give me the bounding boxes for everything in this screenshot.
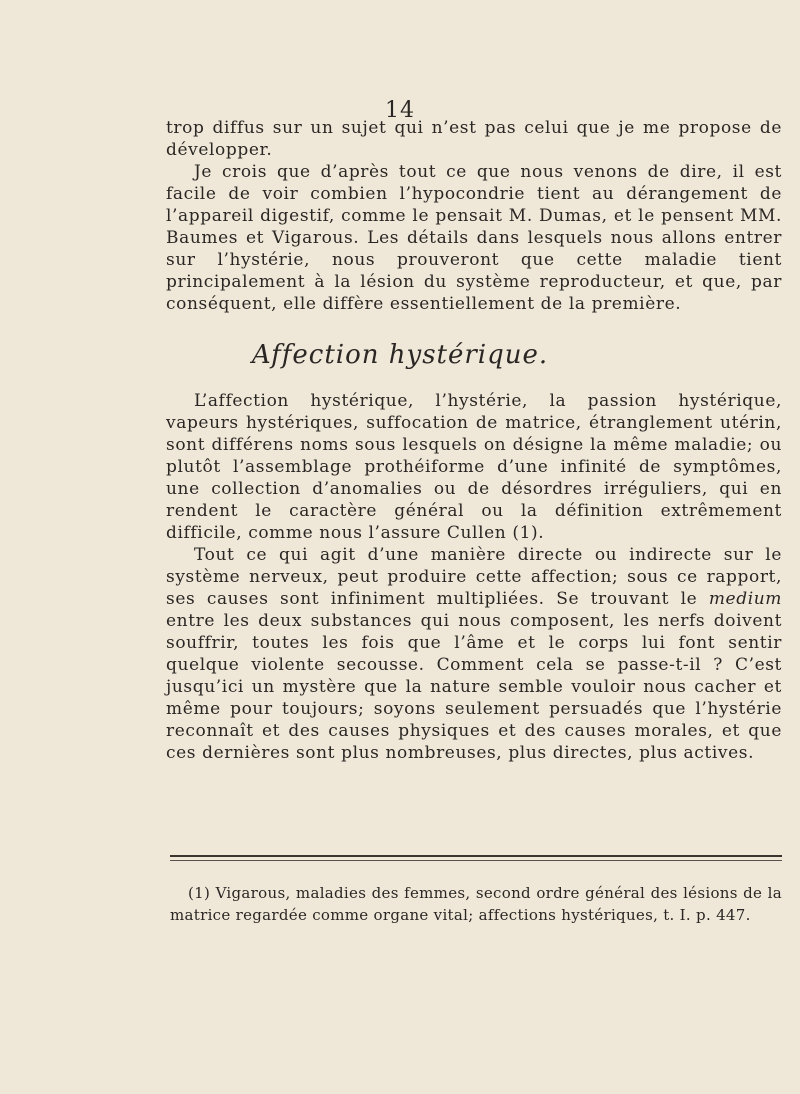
footnote-rule xyxy=(170,855,782,857)
term-medium: medium xyxy=(708,589,782,609)
paragraph-causes-part-a: Tout ce qui agit d’une manière directe ou indirecte sur le système nerveux, peut produire cette affection; sous ce rapport, ses causes sont infiniment multipliées. Se trouvant le xyxy=(166,545,782,609)
paragraph-definition: L’affection hystérique, l’hystérie, la passion hystérique, vapeurs hystériques, suffocation de matrice, étranglement utérin, sont différens noms sous lesquels on désigne la même maladie; ou plutôt l’assemblage prothéiforme d’une infinité de symptômes, une collection d’anomalies ou de désordres irréguliers, qui en rendent le caractère général ou la définition extrêmement difficile, comme nous l’assure Cullen (1). xyxy=(166,391,782,543)
paragraph-causes-part-b: entre les deux substances qui nous composent, les nerfs doivent souffrir, toutes les fois que l’âme et le corps lui font sentir quelque violente secousse. Comment cela se passe-t-il ? C’est jusqu’ici un mystère que la nature semble vouloir nous cacher et même pour toujours; soyons seulement persuadés que l’hystérie reconnaît et des causes physiques et des causes morales, et que ces dernières sont plus nombreuses, plus directes, plus actives. xyxy=(166,611,782,763)
continued-paragraph: trop diffus sur un sujet qui n’est pas celui que je me propose de développer. xyxy=(166,118,782,160)
paragraph-causes xyxy=(166,544,782,764)
footnote-text: (1) Vigarous, maladies des femmes, second ordre général des lésions de la matrice regardée comme organe vital; affections hystériques, t. I. p. 447. xyxy=(170,884,782,924)
intro-text xyxy=(166,117,782,315)
footnote xyxy=(170,882,782,926)
section-heading: Affection hystérique. xyxy=(251,340,549,370)
paragraph-hypocondrie: Je crois que d’après tout ce que nous venons de dire, il est facile de voir combien l’hypocondrie tient au dérangement de l’appareil digestif, comme le pensait M. Dumas, et le pensent MM. Baumes et Vigarous. Les détails dans lesquels nous allons entrer sur l’hystérie, nous prouveront que cette maladie tient principalement à la lésion du système reproducteur, et que, par conséquent, elle diffère essentiellement de la première. xyxy=(166,162,782,314)
section-body xyxy=(166,390,782,764)
page-number: 14 xyxy=(385,98,415,123)
